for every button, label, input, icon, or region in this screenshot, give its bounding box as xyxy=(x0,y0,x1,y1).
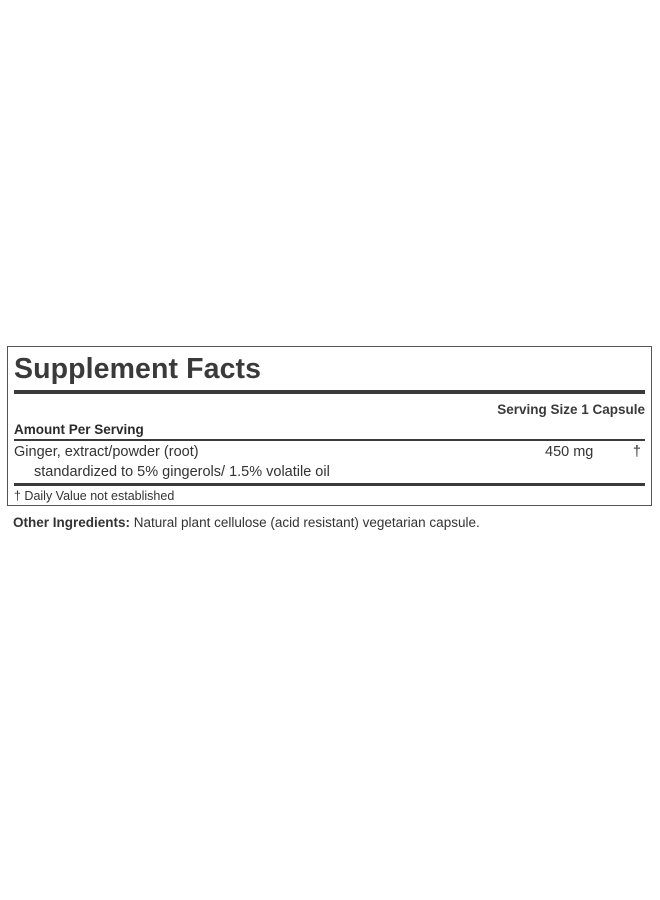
ingredient-daily-value: † xyxy=(632,444,641,460)
ingredient-detail: standardized to 5% gingerols/ 1.5% volatile oil xyxy=(34,464,330,480)
other-ingredients-text: Natural plant cellulose (acid resistant) vegetarian capsule. xyxy=(133,515,480,530)
other-ingredients xyxy=(13,515,480,530)
supplement-facts-panel xyxy=(7,346,652,506)
footer-divider xyxy=(14,483,645,486)
other-ingredients-label: Other Ingredients: xyxy=(13,515,131,530)
facts-title: Supplement Facts xyxy=(14,353,262,385)
header-divider xyxy=(14,439,645,441)
ingredient-amount: 450 mg xyxy=(545,444,594,460)
ingredient-name: Ginger, extract/powder (root) xyxy=(14,444,199,460)
daily-value-footnote: † Daily Value not established xyxy=(14,489,175,503)
amount-per-serving-heading: Amount Per Serving xyxy=(14,422,144,437)
title-divider xyxy=(14,390,645,394)
serving-size: Serving Size 1 Capsule xyxy=(497,402,645,417)
